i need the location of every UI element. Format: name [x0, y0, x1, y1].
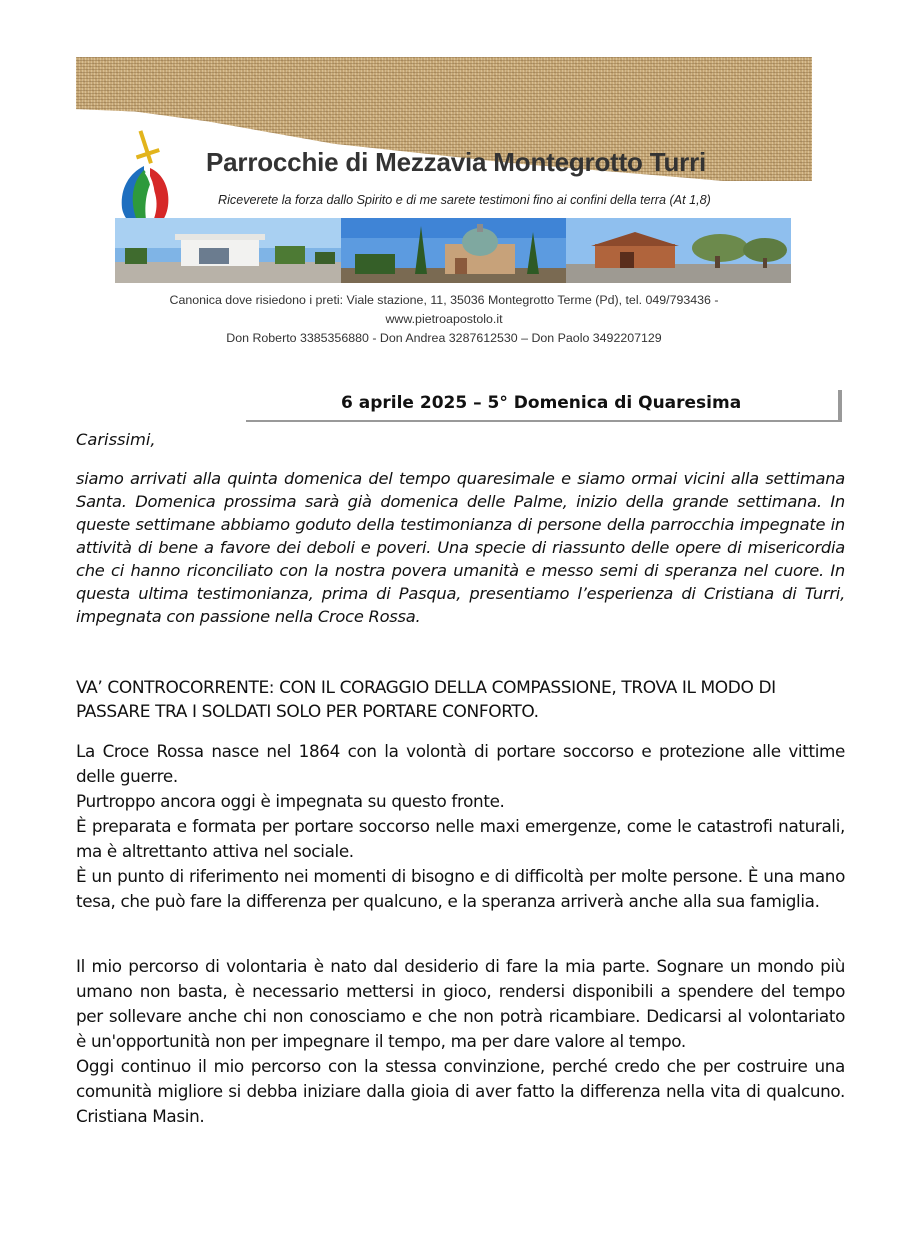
contact-info: [76, 291, 812, 348]
parish-motto: Riceverete la forza dallo Spirito e di me sarete testimoni fino ai confini della terra (At 1,8): [218, 193, 711, 207]
paragraph-line: Oggi continuo il mio percorso con la stessa convinzione, perché credo che per costruire una comunità migliore si debba iniziare dalla gioia di aver fatto la differenza nella vita di qualcuno. Cristiana Masin.: [76, 1056, 845, 1126]
parish-flame-cross-logo: [114, 122, 174, 232]
paragraph-line: La Croce Rossa nasce nel 1864 con la volontà di portare soccorso e protezione alle vittime delle guerre.: [76, 741, 845, 786]
contact-website[interactable]: www.pietroapostolo.it: [385, 312, 503, 326]
testimony-paragraph-2: [76, 954, 845, 1129]
parish-title: Parrocchie di Mezzavia Montegrotto Turri: [206, 147, 707, 177]
paragraph-line: Il mio percorso di volontaria è nato dal desiderio di fare la mia parte. Sognare un mondo più umano non basta, è necessario mettersi in gioco, rendersi disponibili a spendere del tempo per sollevare anche chi non conosciamo e che non potrà ricambiare. Dedicarsi al volontariato è un'opportunità non per impegnare il tempo, ma per dare valore al tempo.: [76, 956, 845, 1051]
date-title: 6 aprile 2025 – 5° Domenica di Quaresima: [341, 393, 742, 413]
bulletin-header: [76, 57, 812, 347]
contact-priests-phones: Don Roberto 3385356880 - Don Andrea 3287612530 – Don Paolo 3492207129: [226, 331, 662, 345]
section-title: VA’ CONTROCORRENTE: CON IL CORAGGIO DELLA COMPASSIONE, TROVA IL MODO DI PASSARE TRA I SOLDATI SOLO PER PORTARE CONFORTO.: [76, 678, 776, 722]
church-dome-towers-photo: [341, 218, 566, 283]
church-photo-strip: [115, 218, 791, 283]
paragraph-line: È preparata e formata per portare soccorso nelle maxi emergenze, come le catastrofi naturali, ma è altrettanto attiva nel sociale.: [76, 816, 845, 861]
church-brick-olive-trees-photo: [566, 218, 791, 283]
date-heading-box: [246, 390, 842, 422]
paragraph-line: Purtroppo ancora oggi è impegnata su questo fronte.: [76, 791, 505, 811]
church-modern-building-photo: [115, 218, 341, 283]
paragraph-line: È un punto di riferimento nei momenti di bisogno e di difficoltà per molte persone. È una mano tesa, che può fare la differenza per qualcuno, e la speranza arriverà anche alla sua famiglia.: [76, 866, 845, 911]
intro-paragraph: siamo arrivati alla quinta domenica del tempo quaresimale e siamo ormai vicini alla settimana Santa. Domenica prossima sarà già domenica delle Palme, inizio della grande settimana. In queste settimane abbiamo goduto della testimonianza di persone della parrocchia impegnate in attività di bene a favore dei deboli e poveri. Una specie di riassunto delle opere di misericordia che ci hanno riconciliato con la nostra povera umanità e messo semi di speranza nel cuore. In questa ultima testimonianza, prima di Pasqua, presentiamo l’esperienza di Cristiana di Turri, impegnata con passione nella Croce Rossa.: [76, 469, 845, 626]
testimony-paragraph-1: [76, 739, 845, 914]
contact-address: Canonica dove risiedono i preti: Viale stazione, 11, 35036 Montegrotto Terme (Pd), tel. 049/793436 -: [169, 293, 719, 307]
greeting: Carissimi,: [76, 430, 156, 449]
